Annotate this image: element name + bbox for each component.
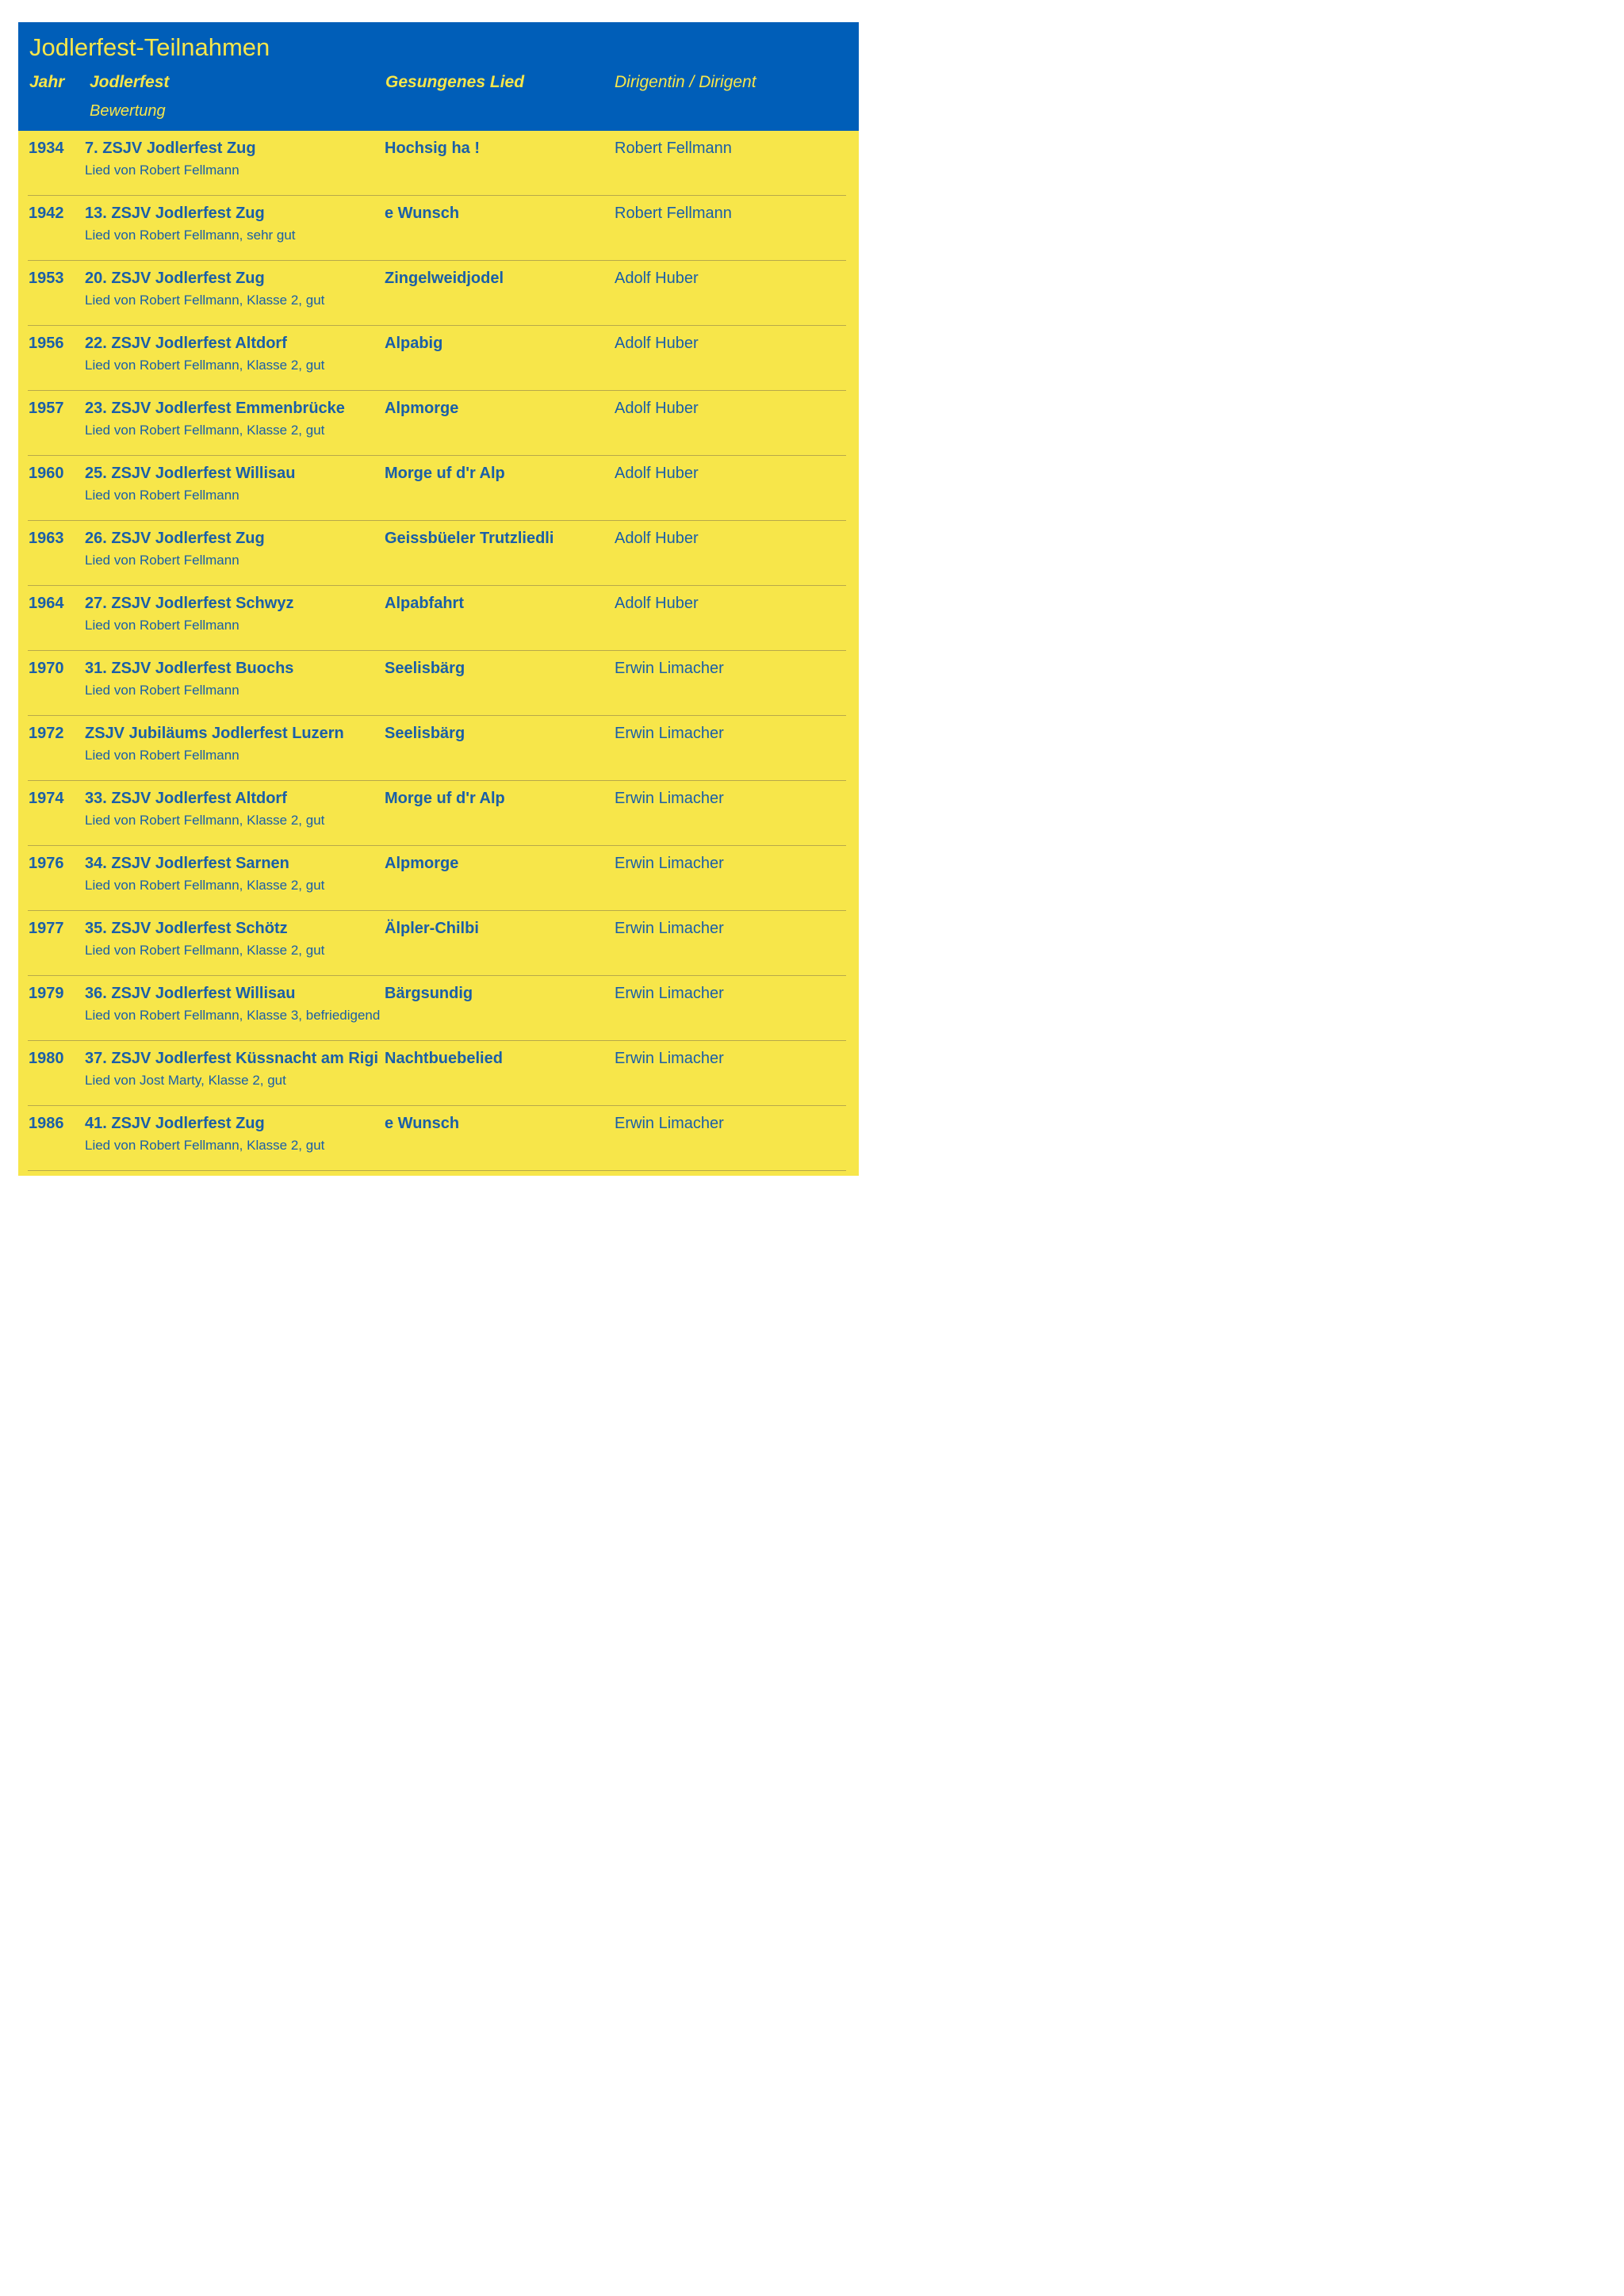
row-evaluation: Lied von Robert Fellmann, Klasse 2, gut xyxy=(85,293,325,308)
row-conductor: Robert Fellmann xyxy=(615,140,732,157)
column-header-fest: Jodlerfest xyxy=(90,73,170,91)
row-year: 1986 xyxy=(29,1115,64,1132)
row-song: Zingelweidjodel xyxy=(385,270,504,287)
row-fest: 26. ZSJV Jodlerfest Zug xyxy=(85,530,265,547)
row-fest: 20. ZSJV Jodlerfest Zug xyxy=(85,270,265,287)
row-year: 1977 xyxy=(29,920,64,937)
row-conductor: Adolf Huber xyxy=(615,270,699,287)
table-row xyxy=(28,846,846,911)
row-conductor: Erwin Limacher xyxy=(615,855,724,872)
row-year: 1957 xyxy=(29,400,64,417)
column-header-year: Jahr xyxy=(29,73,65,91)
row-fest: 37. ZSJV Jodlerfest Küssnacht am Rigi xyxy=(85,1050,379,1067)
row-evaluation: Lied von Robert Fellmann xyxy=(85,618,239,633)
table-header xyxy=(18,22,859,131)
row-fest: 41. ZSJV Jodlerfest Zug xyxy=(85,1115,265,1132)
row-fest: 35. ZSJV Jodlerfest Schötz xyxy=(85,920,288,937)
row-fest: 13. ZSJV Jodlerfest Zug xyxy=(85,205,265,222)
row-fest: 31. ZSJV Jodlerfest Buochs xyxy=(85,660,294,677)
row-conductor: Adolf Huber xyxy=(615,465,699,482)
row-evaluation: Lied von Robert Fellmann, Klasse 3, befriedigend xyxy=(85,1008,381,1023)
row-year: 1942 xyxy=(29,205,64,222)
row-year: 1960 xyxy=(29,465,64,482)
row-conductor: Erwin Limacher xyxy=(615,1050,724,1067)
row-song: Seelisbärg xyxy=(385,660,465,677)
table-row xyxy=(28,1041,846,1106)
row-song: Morge uf d'r Alp xyxy=(385,465,505,482)
table-row xyxy=(28,976,846,1041)
row-song: Älpler-Chilbi xyxy=(385,920,479,937)
row-song: Nachtbuebelied xyxy=(385,1050,503,1067)
row-year: 1980 xyxy=(29,1050,64,1067)
table-body xyxy=(28,131,846,1171)
row-conductor: Adolf Huber xyxy=(615,595,699,612)
table-row xyxy=(28,521,846,586)
row-fest: 27. ZSJV Jodlerfest Schwyz xyxy=(85,595,294,612)
page-title: Jodlerfest-Teilnahmen xyxy=(29,33,270,61)
row-song: Hochsig ha ! xyxy=(385,140,481,157)
row-conductor: Robert Fellmann xyxy=(615,205,732,222)
row-evaluation: Lied von Robert Fellmann xyxy=(85,748,239,763)
row-year: 1963 xyxy=(29,530,64,547)
row-evaluation: Lied von Robert Fellmann xyxy=(85,163,239,178)
row-evaluation: Lied von Robert Fellmann xyxy=(85,683,239,698)
row-evaluation: Lied von Robert Fellmann, Klasse 2, gut xyxy=(85,1138,325,1153)
row-conductor: Erwin Limacher xyxy=(615,660,724,677)
row-year: 1979 xyxy=(29,985,64,1002)
row-year: 1970 xyxy=(29,660,64,677)
row-song: Morge uf d'r Alp xyxy=(385,790,505,807)
table-row xyxy=(28,456,846,521)
row-year: 1974 xyxy=(29,790,64,807)
row-fest: ZSJV Jubiläums Jodlerfest Luzern xyxy=(85,725,344,742)
table-row xyxy=(28,391,846,456)
row-year: 1953 xyxy=(29,270,64,287)
row-fest: 7. ZSJV Jodlerfest Zug xyxy=(85,140,256,157)
row-evaluation: Lied von Robert Fellmann xyxy=(85,488,239,503)
row-conductor: Adolf Huber xyxy=(615,400,699,417)
row-song: Alpabig xyxy=(385,335,443,352)
row-conductor: Erwin Limacher xyxy=(615,790,724,807)
table-row xyxy=(28,651,846,716)
row-year: 1964 xyxy=(29,595,64,612)
row-conductor: Erwin Limacher xyxy=(615,725,724,742)
row-conductor: Erwin Limacher xyxy=(615,1115,724,1132)
row-year: 1976 xyxy=(29,855,64,872)
row-year: 1934 xyxy=(29,140,64,157)
row-song: Geissbüeler Trutzliedli xyxy=(385,530,554,547)
row-fest: 33. ZSJV Jodlerfest Altdorf xyxy=(85,790,287,807)
table-row xyxy=(28,586,846,651)
row-evaluation: Lied von Robert Fellmann, Klasse 2, gut xyxy=(85,943,325,958)
row-song: Alpabfahrt xyxy=(385,595,464,612)
table-row xyxy=(28,326,846,391)
row-song: e Wunsch xyxy=(385,1115,460,1132)
table-row xyxy=(28,716,846,781)
table-row xyxy=(28,911,846,976)
row-song: Seelisbärg xyxy=(385,725,465,742)
row-evaluation: Lied von Robert Fellmann xyxy=(85,553,239,568)
table-row xyxy=(28,131,846,196)
column-header-conductor: Dirigentin / Dirigent xyxy=(615,73,756,91)
row-evaluation: Lied von Robert Fellmann, Klasse 2, gut xyxy=(85,813,325,828)
row-evaluation: Lied von Robert Fellmann, Klasse 2, gut xyxy=(85,878,325,893)
row-year: 1956 xyxy=(29,335,64,352)
row-conductor: Erwin Limacher xyxy=(615,985,724,1002)
row-evaluation: Lied von Robert Fellmann, Klasse 2, gut xyxy=(85,358,325,373)
row-evaluation: Lied von Jost Marty, Klasse 2, gut xyxy=(85,1073,286,1088)
column-header-song: Gesungenes Lied xyxy=(385,73,525,91)
row-year: 1972 xyxy=(29,725,64,742)
table-row xyxy=(28,1106,846,1171)
column-header-evaluation: Bewertung xyxy=(90,102,166,120)
row-evaluation: Lied von Robert Fellmann, Klasse 2, gut xyxy=(85,423,325,438)
row-conductor: Erwin Limacher xyxy=(615,920,724,937)
table-row xyxy=(28,196,846,261)
row-song: Alpmorge xyxy=(385,855,459,872)
row-song: Alpmorge xyxy=(385,400,459,417)
row-fest: 25. ZSJV Jodlerfest Willisau xyxy=(85,465,296,482)
row-song: e Wunsch xyxy=(385,205,460,222)
row-fest: 22. ZSJV Jodlerfest Altdorf xyxy=(85,335,287,352)
row-fest: 23. ZSJV Jodlerfest Emmenbrücke xyxy=(85,400,345,417)
row-song: Bärgsundig xyxy=(385,985,473,1002)
table-row xyxy=(28,261,846,326)
row-fest: 34. ZSJV Jodlerfest Sarnen xyxy=(85,855,289,872)
row-evaluation: Lied von Robert Fellmann, sehr gut xyxy=(85,228,296,243)
table-row xyxy=(28,781,846,846)
participation-card xyxy=(18,22,859,1176)
row-fest: 36. ZSJV Jodlerfest Willisau xyxy=(85,985,296,1002)
row-conductor: Adolf Huber xyxy=(615,530,699,547)
row-conductor: Adolf Huber xyxy=(615,335,699,352)
